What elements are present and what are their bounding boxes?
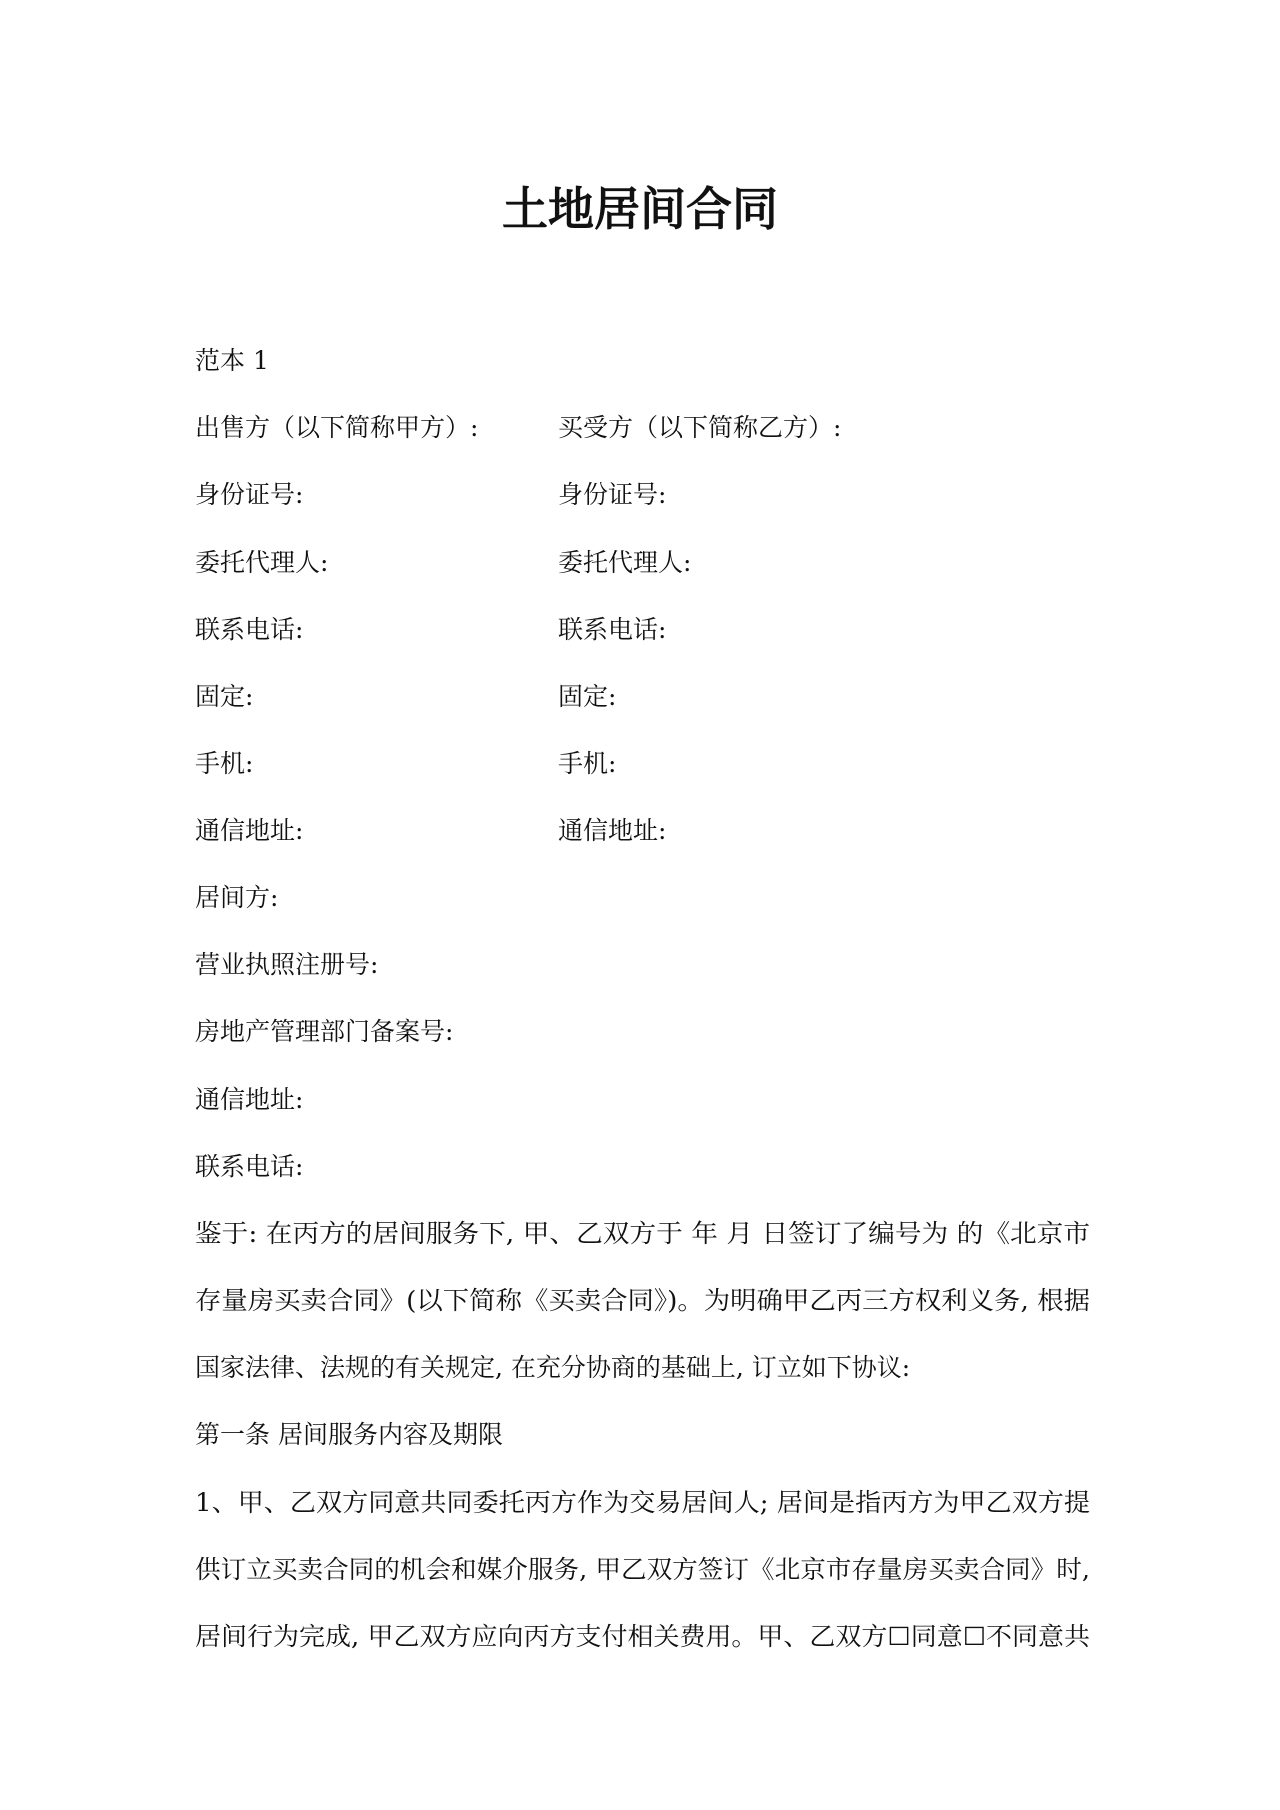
article-1-line: 供订立买卖合同的机会和媒介服务, 甲乙双方签订《北京市存量房买卖合同》时,	[195, 1555, 1090, 1584]
article-1-title: 第一条 居间服务内容及期限	[195, 1420, 503, 1449]
seller-landline-label: 固定:	[195, 682, 254, 711]
intermediary-phone-label: 联系电话:	[195, 1152, 304, 1181]
preamble-line: 存量房买卖合同》(以下简称《买卖合同》)。为明确甲乙丙三方权利义务, 根据	[195, 1286, 1090, 1315]
article-1-paragraph	[195, 1488, 1090, 1651]
sample-label: 范本 1	[195, 346, 269, 375]
buyer-address-label: 通信地址:	[558, 816, 667, 845]
intermediary-label: 居间方:	[195, 883, 279, 912]
buyer-phone-label: 联系电话:	[558, 615, 667, 644]
seller-label: 出售方（以下简称甲方）:	[195, 413, 479, 442]
preamble-line: 国家法律、法规的有关规定, 在充分协商的基础上, 订立如下协议:	[195, 1353, 911, 1382]
seller-agent-label: 委托代理人:	[195, 548, 329, 577]
seller-id-label: 身份证号:	[195, 480, 304, 509]
buyer-mobile-label: 手机:	[558, 749, 617, 778]
article-1-line: 居间行为完成, 甲乙双方应向丙方支付相关费用。甲、乙双方☐同意☐不同意共	[195, 1622, 1090, 1651]
buyer-landline-label: 固定:	[558, 682, 617, 711]
buyer-label: 买受方（以下简称乙方）:	[558, 413, 842, 442]
buyer-agent-label: 委托代理人:	[558, 548, 692, 577]
seller-mobile-label: 手机:	[195, 749, 254, 778]
article-1-line: 1、甲、乙双方同意共同委托丙方作为交易居间人; 居间是指丙方为甲乙双方提	[195, 1488, 1090, 1517]
seller-phone-label: 联系电话:	[195, 615, 304, 644]
contract-title: 土地居间合同	[502, 182, 778, 236]
registration-number-label: 房地产管理部门备案号:	[195, 1017, 454, 1046]
business-license-label: 营业执照注册号:	[195, 950, 379, 979]
preamble-line: 鉴于: 在丙方的居间服务下, 甲、乙双方于 年 月 日签订了编号为 的《北京市	[195, 1219, 1090, 1248]
intermediary-address-label: 通信地址:	[195, 1085, 304, 1114]
seller-address-label: 通信地址:	[195, 816, 304, 845]
buyer-id-label: 身份证号:	[558, 480, 667, 509]
